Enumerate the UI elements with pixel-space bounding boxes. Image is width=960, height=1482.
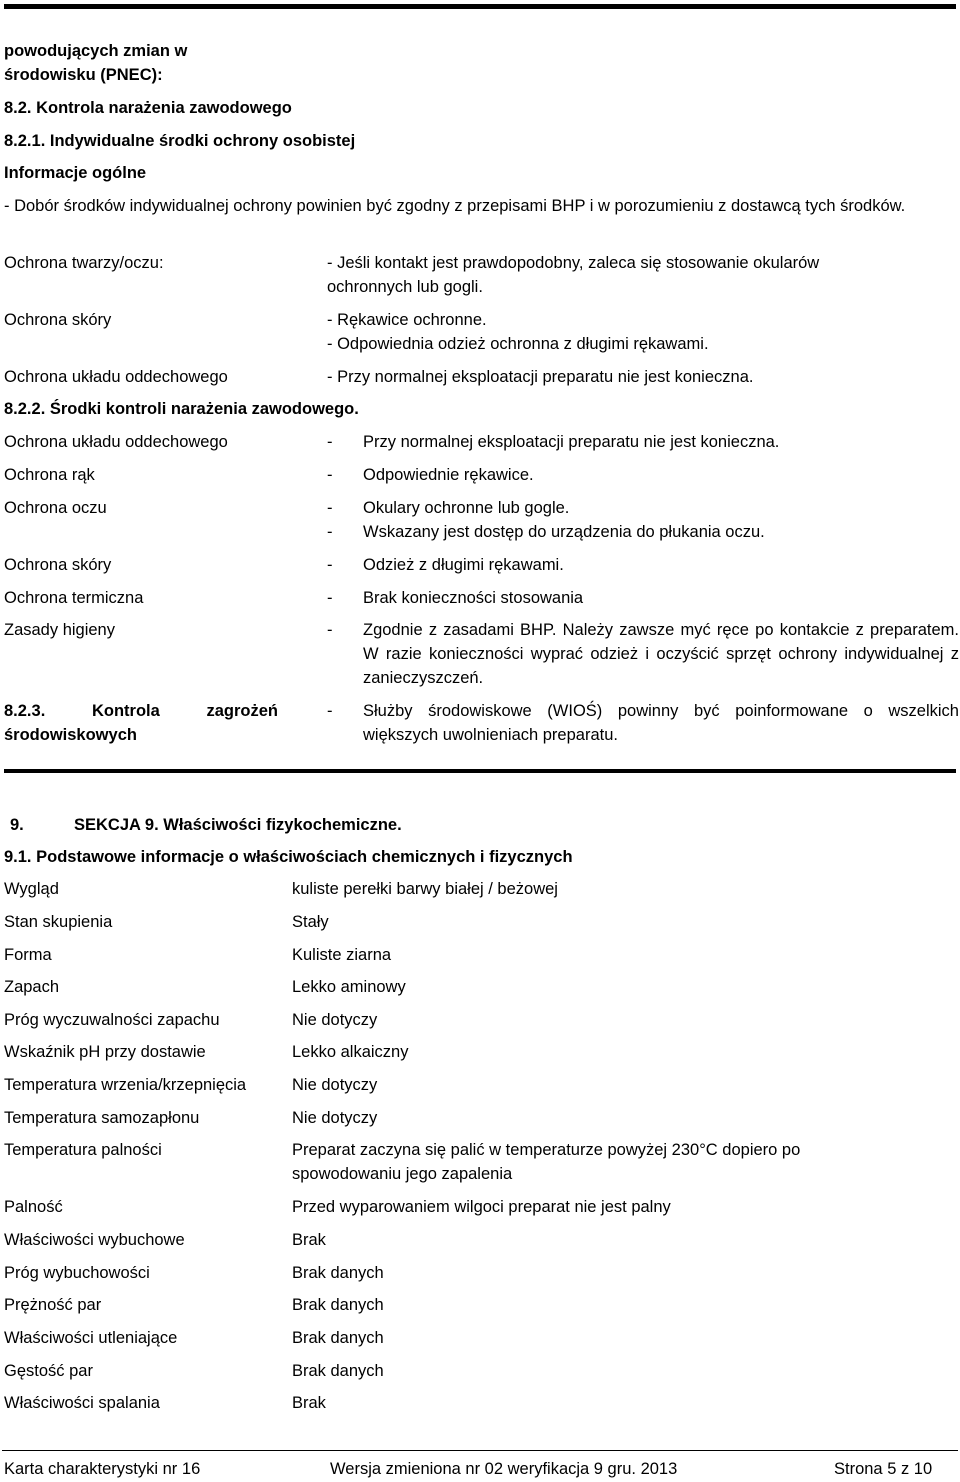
property-value: Brak	[292, 1394, 326, 1412]
control-text-skin: Odzież z długimi rękawami.	[363, 556, 564, 574]
pnec-heading-line-1: powodujących zmian w	[4, 42, 188, 60]
control-dash: -	[327, 433, 333, 451]
control-label-hygiene: Zasady higieny	[4, 621, 115, 639]
heading-8-2-2: 8.2.2. Środki kontroli narażenia zawodowego.	[4, 400, 359, 418]
property-value: Brak danych	[292, 1296, 384, 1314]
ppe-text-face-eyes-2: ochronnych lub gogli.	[327, 278, 483, 296]
control-text-eyes-1: Okulary ochronne lub gogle.	[363, 499, 570, 517]
property-label: Wskaźnik pH przy dostawie	[4, 1043, 206, 1061]
property-value: Brak danych	[292, 1362, 384, 1380]
property-label: Temperatura wrzenia/krzepnięcia	[4, 1076, 247, 1094]
control-text-thermal: Brak konieczności stosowania	[363, 589, 584, 607]
control-dash: -	[327, 556, 333, 574]
property-label: Temperatura palności	[4, 1141, 162, 1159]
general-info-text: - Dobór środków indywidualnej ochrony powinien być zgodny z przepisami BHP i w porozumieniu z dostawcą tych środków.	[4, 197, 906, 215]
control-label-skin: Ochrona skóry	[4, 556, 112, 574]
heading-8-2-1: 8.2.1. Indywidualne środki ochrony osobistej	[4, 132, 356, 150]
property-value: Nie dotyczy	[292, 1076, 378, 1094]
property-value: Brak	[292, 1231, 326, 1249]
property-value: Brak danych	[292, 1264, 384, 1282]
control-dash: -	[327, 499, 333, 517]
ppe-text-respiratory: - Przy normalnej eksploatacji preparatu nie jest konieczna.	[327, 368, 754, 386]
footer-document-id: Karta charakterystyki nr 16	[4, 1460, 201, 1478]
ppe-text-skin-1: - Rękawice ochronne.	[327, 311, 487, 329]
control-label-respiratory: Ochrona układu oddechowego	[4, 433, 228, 451]
control-dash: -	[327, 523, 333, 541]
control-dash: -	[327, 589, 333, 607]
property-label: Stan skupienia	[4, 913, 113, 931]
property-value: Lekko alkaiczny	[292, 1043, 409, 1061]
property-label: Właściwości utleniające	[4, 1329, 178, 1347]
property-value: Preparat zaczyna się palić w temperaturze powyżej 230°C dopiero po spowodowaniu jego zapalenia	[292, 1141, 801, 1183]
ppe-text-skin-2: - Odpowiednia odzież ochronna z długimi rękawami.	[327, 335, 709, 353]
heading-8-2: 8.2. Kontrola narażenia zawodowego	[4, 99, 292, 117]
property-label: Zapach	[4, 978, 60, 996]
control-label-hands: Ochrona rąk	[4, 466, 95, 484]
section-rule	[4, 769, 956, 773]
footer-version: Wersja zmieniona nr 02 weryfikacja 9 gru. 2013	[330, 1460, 678, 1478]
ppe-label-face-eyes: Ochrona twarzy/oczu:	[4, 254, 164, 272]
property-value: kuliste perełki barwy białej / beżowej	[292, 880, 558, 898]
general-info-heading: Informacje ogólne	[4, 164, 147, 182]
footer-page-number: Strona 5 z 10	[834, 1460, 933, 1478]
property-value: Stały	[292, 913, 329, 931]
property-label: Wygląd	[4, 880, 59, 898]
property-label: Palność	[4, 1198, 63, 1216]
property-label: Temperatura samozapłonu	[4, 1109, 200, 1127]
property-label: Gęstość par	[4, 1362, 93, 1380]
control-text-eyes-2: Wskazany jest dostęp do urządzenia do płukania oczu.	[363, 523, 765, 541]
property-value: Przed wyparowaniem wilgoci preparat nie jest palny	[292, 1198, 671, 1216]
property-value: Lekko aminowy	[292, 978, 406, 996]
property-value: Kuliste ziarna	[292, 946, 392, 964]
property-label: Próg wybuchowości	[4, 1264, 150, 1282]
property-value: Brak danych	[292, 1329, 384, 1347]
property-value: Nie dotyczy	[292, 1109, 378, 1127]
property-label: Próg wyczuwalności zapachu	[4, 1011, 220, 1029]
heading-8-2-3: 8.2.3. Kontrola zagrożeń środowiskowych	[4, 702, 278, 744]
control-label-thermal: Ochrona termiczna	[4, 589, 144, 607]
ppe-text-face-eyes-1: - Jeśli kontakt jest prawdopodobny, zaleca się stosowanie okularów	[327, 254, 820, 272]
control-text-hygiene: Zgodnie z zasadami BHP. Należy zawsze myć ręce po kontakcie z preparatem. W razie konieczności wyprać odzież i oczyścić sprzęt ochrony indywidualnej z zanieczyszczeń.	[363, 621, 959, 687]
control-dash: -	[327, 702, 333, 720]
property-label: Prężność par	[4, 1296, 102, 1314]
control-label-eyes: Ochrona oczu	[4, 499, 107, 517]
property-label: Forma	[4, 946, 52, 964]
top-rule	[4, 4, 956, 9]
property-label: Właściwości spalania	[4, 1394, 160, 1412]
control-text-hands: Odpowiednie rękawice.	[363, 466, 534, 484]
env-control-text: Służby środowiskowe (WIOŚ) powinny być poinformowane o wszelkich większych uwolnieniach preparatu.	[363, 702, 959, 744]
ppe-label-skin: Ochrona skóry	[4, 311, 112, 329]
control-text-respiratory: Przy normalnej eksploatacji preparatu nie jest konieczna.	[363, 433, 780, 451]
pnec-heading-line-2: środowisku (PNEC):	[4, 66, 163, 84]
ppe-label-respiratory: Ochrona układu oddechowego	[4, 368, 228, 386]
control-dash: -	[327, 621, 333, 639]
footer-rule	[2, 1450, 958, 1451]
heading-9-1: 9.1. Podstawowe informacje o właściwościach chemicznych i fizycznych	[4, 848, 573, 866]
control-dash: -	[327, 466, 333, 484]
section-9-number: 9.	[10, 816, 24, 834]
property-label: Właściwości wybuchowe	[4, 1231, 185, 1249]
section-9-title: SEKCJA 9. Właściwości fizykochemiczne.	[74, 816, 402, 834]
property-value: Nie dotyczy	[292, 1011, 378, 1029]
